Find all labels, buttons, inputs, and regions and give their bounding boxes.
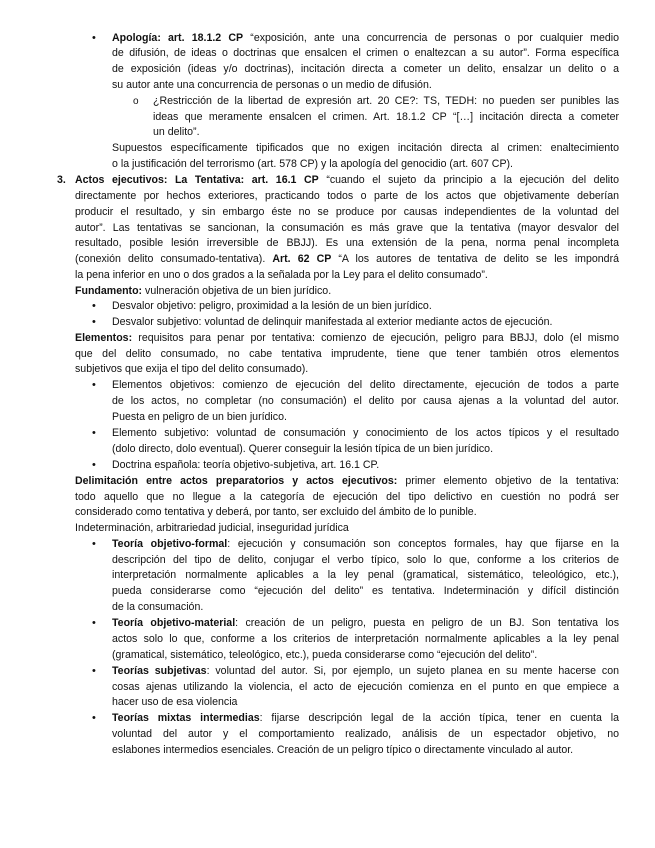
supuestos-line-2: o la justificación del terrorismo (art. 578 CP) y la apología del genocidio (art. 607 CP). bbox=[112, 158, 513, 170]
section3-line-2: directamente por hechos exteriores, practicando todos o parte de los actos que objetivamente deberían bbox=[75, 190, 619, 202]
teoria-objetivo-formal-text: : ejecución y consumación son conceptos formales, hay que fijarse en la bbox=[227, 538, 619, 550]
elementos-text-1: requisitos para penar por tentativa: comienzo de ejecución, peligro para BBJJ, dolo (el mismo bbox=[132, 332, 619, 344]
teoria-objetivo-material-text: : creación de un peligro, puesta en peligro de un BJ. Son tentativa los bbox=[235, 617, 619, 629]
bullet-desvalor-subjetivo: • bbox=[92, 316, 96, 328]
apologia-text-1: “exposición, ante una concurrencia de personas o por cualquier medio bbox=[243, 32, 619, 44]
bullet-teorias-subjetivas: • bbox=[92, 665, 96, 677]
elementos-line-1 bbox=[75, 331, 619, 346]
section3-line-4: autor”. Las tentativas se sancionan, la consumación es más grave que la tentativa (mayor desvalor del bbox=[75, 222, 619, 234]
elementos-line-3: subjetivos que exija el tipo del delito consumado). bbox=[75, 363, 309, 375]
bullet-apologia: • bbox=[92, 32, 96, 44]
elemento-subjetivo-line-2: (dolo directo, dolo eventual). Querer conseguir la lesión típica de un bien jurídico. bbox=[112, 443, 494, 455]
bullet-elementos-objetivos: • bbox=[92, 379, 96, 391]
elementos-label: Elementos: bbox=[75, 332, 133, 344]
doctrina-espanola: Doctrina española: teoría objetivo-subjetiva, art. 16.1 CP. bbox=[112, 459, 380, 471]
bullet-elemento-subjetivo: • bbox=[92, 427, 96, 439]
bullet-desvalor-objetivo: • bbox=[92, 300, 96, 312]
teorias-mixtas-line-1 bbox=[112, 711, 619, 726]
teorias-mixtas-line-2: voluntad del autor y el comportamiento realizado, análisis de un espectador objetivo, no bbox=[112, 728, 619, 740]
desvalor-objetivo: Desvalor objetivo: peligro, proximidad a la lesión de un bien jurídico. bbox=[112, 300, 432, 312]
fundamento-text: vulneración objetiva de un bien jurídico. bbox=[142, 285, 332, 297]
art62-label: Art. 62 CP bbox=[272, 253, 332, 265]
teorias-subjetivas-line-2: cosas ajenas utilizando la violencia, el acto de ejecución comienza en el punto en que empiece a bbox=[112, 681, 619, 693]
teorias-mixtas-label: Teorías mixtas intermedias bbox=[112, 712, 260, 724]
bullet-teoria-objetivo-material: • bbox=[92, 617, 96, 629]
teoria-objetivo-material-line-3: (gramatical, sistemático, teleológico, etc.), pueda considerarse como “ejecución del delito”. bbox=[112, 649, 538, 661]
delimitacion-line-3: considerado como tentativa y deberá, por tanto, ser excluido del ámbito de lo punible. bbox=[75, 506, 477, 518]
indeterminacion-line: Indeterminación, arbitrariedad judicial, inseguridad jurídica bbox=[75, 522, 349, 534]
delimitacion-line-2: todo aquello que no llegue a la categoría de ejecución del tipo delictivo en cuestión no podrá ser bbox=[75, 491, 619, 503]
teoria-objetivo-formal-line-1 bbox=[112, 537, 619, 552]
teoria-objetivo-formal-line-2: descripción del tipo de delito, conjugar el verbo típico, solo lo que, conforme a los criterios de bbox=[112, 554, 619, 566]
section3-line-5: resultado, posible lesión irreversible de BBJJ). Es una extensión de la pena, norma penal incompleta bbox=[75, 237, 619, 249]
teoria-objetivo-formal-line-5: de la consumación. bbox=[112, 601, 204, 613]
section3-line-6 bbox=[75, 252, 619, 267]
apologia-line-1 bbox=[112, 31, 619, 46]
elementos-line-2: que del delito consumado, no cabe tentativa imprudente, tiene que tener también otros elementos bbox=[75, 348, 619, 360]
bullet-teoria-objetivo-formal: • bbox=[92, 538, 96, 550]
apologia-sub-line-2: ideas que meramente ensalcen el crimen. Art. 18.1.2 CP “[…] incitación directa a cometer bbox=[153, 111, 619, 123]
section3-text-1: “cuando el sujeto da principio a la ejecución del delito bbox=[318, 174, 619, 186]
elementos-objetivos-line-2: de los actos, no completar (no consumación) el delito por causa ajenas a la voluntad del autor. bbox=[112, 395, 619, 407]
apologia-line-2: de difusión, de ideas o doctrinas que ensalcen el crimen o enaltezcan a su autor”. Forma específica bbox=[112, 47, 619, 59]
elementos-objetivos-line-1: Elementos objetivos: comienzo de ejecución del delito directamente, ejecución de todos a parte bbox=[112, 379, 619, 391]
section3-line-3: producir el resultado, y sin embargo éste no se produce por causas independientes de la voluntad del bbox=[75, 206, 619, 218]
delimitacion-line-1 bbox=[75, 474, 619, 489]
elementos-objetivos-line-3: Puesta en peligro de un bien jurídico. bbox=[112, 411, 287, 423]
elemento-subjetivo-line-1: Elemento subjetivo: voluntad de consumación y conocimiento de los actos típicos y el resultado bbox=[112, 427, 619, 439]
apologia-line-3: de exposición (ideas y/o doctrinas), incitación directa a cometer un delito, ensalzar un delito o a bbox=[112, 63, 619, 75]
apologia-sub-line-3: un delito”. bbox=[153, 126, 200, 138]
apologia-label: Apología: art. 18.1.2 CP bbox=[112, 32, 244, 44]
teoria-objetivo-formal-line-3: interpretación normalmente aplicables a la ley penal (gramatical, sistemático, teleológico, etc.), bbox=[112, 569, 619, 581]
fundamento-line bbox=[75, 284, 331, 299]
teoria-objetivo-material-line-2: actos solo lo que, conforme a los criterios de interpretación normalmente aplicables a la ley penal bbox=[112, 633, 619, 645]
art62-post: “A los autores de tentativa de delito se les impondrá bbox=[331, 253, 619, 265]
delimitacion-text-1: primer elemento objetivo de la tentativa: bbox=[397, 475, 619, 487]
supuestos-line-1: Supuestos específicamente tipificados que no exigen incitación directa al crimen: enaltecimiento bbox=[112, 142, 619, 154]
section-number: 3. bbox=[57, 174, 66, 186]
section3-line-1 bbox=[75, 173, 619, 188]
fundamento-label: Fundamento: bbox=[75, 285, 143, 297]
section3-heading: Actos ejecutivos: La Tentativa: art. 16.1 CP bbox=[75, 174, 319, 186]
apologia-line-4: su autor ante una concurrencia de personas o un medio de difusión. bbox=[112, 79, 432, 91]
section3-line-7: la pena inferior en uno o dos grados a la señalada por la Ley para el delito consumado”. bbox=[75, 269, 488, 281]
teorias-subjetivas-text: : voluntad del autor. Si, por ejemplo, un sujeto planea en su mente hacerse con bbox=[206, 665, 620, 677]
bullet-teorias-mixtas: • bbox=[92, 712, 96, 724]
teoria-objetivo-material-label: Teoría objetivo-material bbox=[112, 617, 236, 629]
apologia-sub-line-1: ¿Restricción de la libertad de expresión art. 20 CE?: TS, TEDH: no pueden ser punibles las bbox=[153, 95, 619, 107]
teorias-subjetivas-label: Teorías subjetivas bbox=[112, 665, 207, 677]
teorias-subjetivas-line-1 bbox=[112, 664, 619, 679]
teorias-subjetivas-line-3: hacer uso de esa violencia bbox=[112, 696, 238, 708]
teoria-objetivo-material-line-1 bbox=[112, 616, 619, 631]
desvalor-subjetivo: Desvalor subjetivo: voluntad de delinquir manifestada al exterior mediante actos de ejecución. bbox=[112, 316, 553, 328]
teorias-mixtas-line-3: eslabones intermedios esenciales. Creación de un peligro típico o directamente vinculado al autor. bbox=[112, 744, 574, 756]
teorias-mixtas-text: : fijarse descripción legal de la acción típica, tener en cuenta la bbox=[259, 712, 619, 724]
teoria-objetivo-formal-line-4: pueda considerarse como “ejecución del delito” es tentativa. Indeterminación y difícil distinción bbox=[112, 585, 619, 597]
bullet-doctrina: • bbox=[92, 459, 96, 471]
delimitacion-label: Delimitación entre actos preparatorios y actos ejecutivos: bbox=[75, 475, 398, 487]
teoria-objetivo-formal-label: Teoría objetivo-formal bbox=[112, 538, 228, 550]
sub-bullet-marker: o bbox=[133, 96, 139, 107]
art62-pre: (conexión delito consumado-tentativa). bbox=[75, 253, 273, 265]
